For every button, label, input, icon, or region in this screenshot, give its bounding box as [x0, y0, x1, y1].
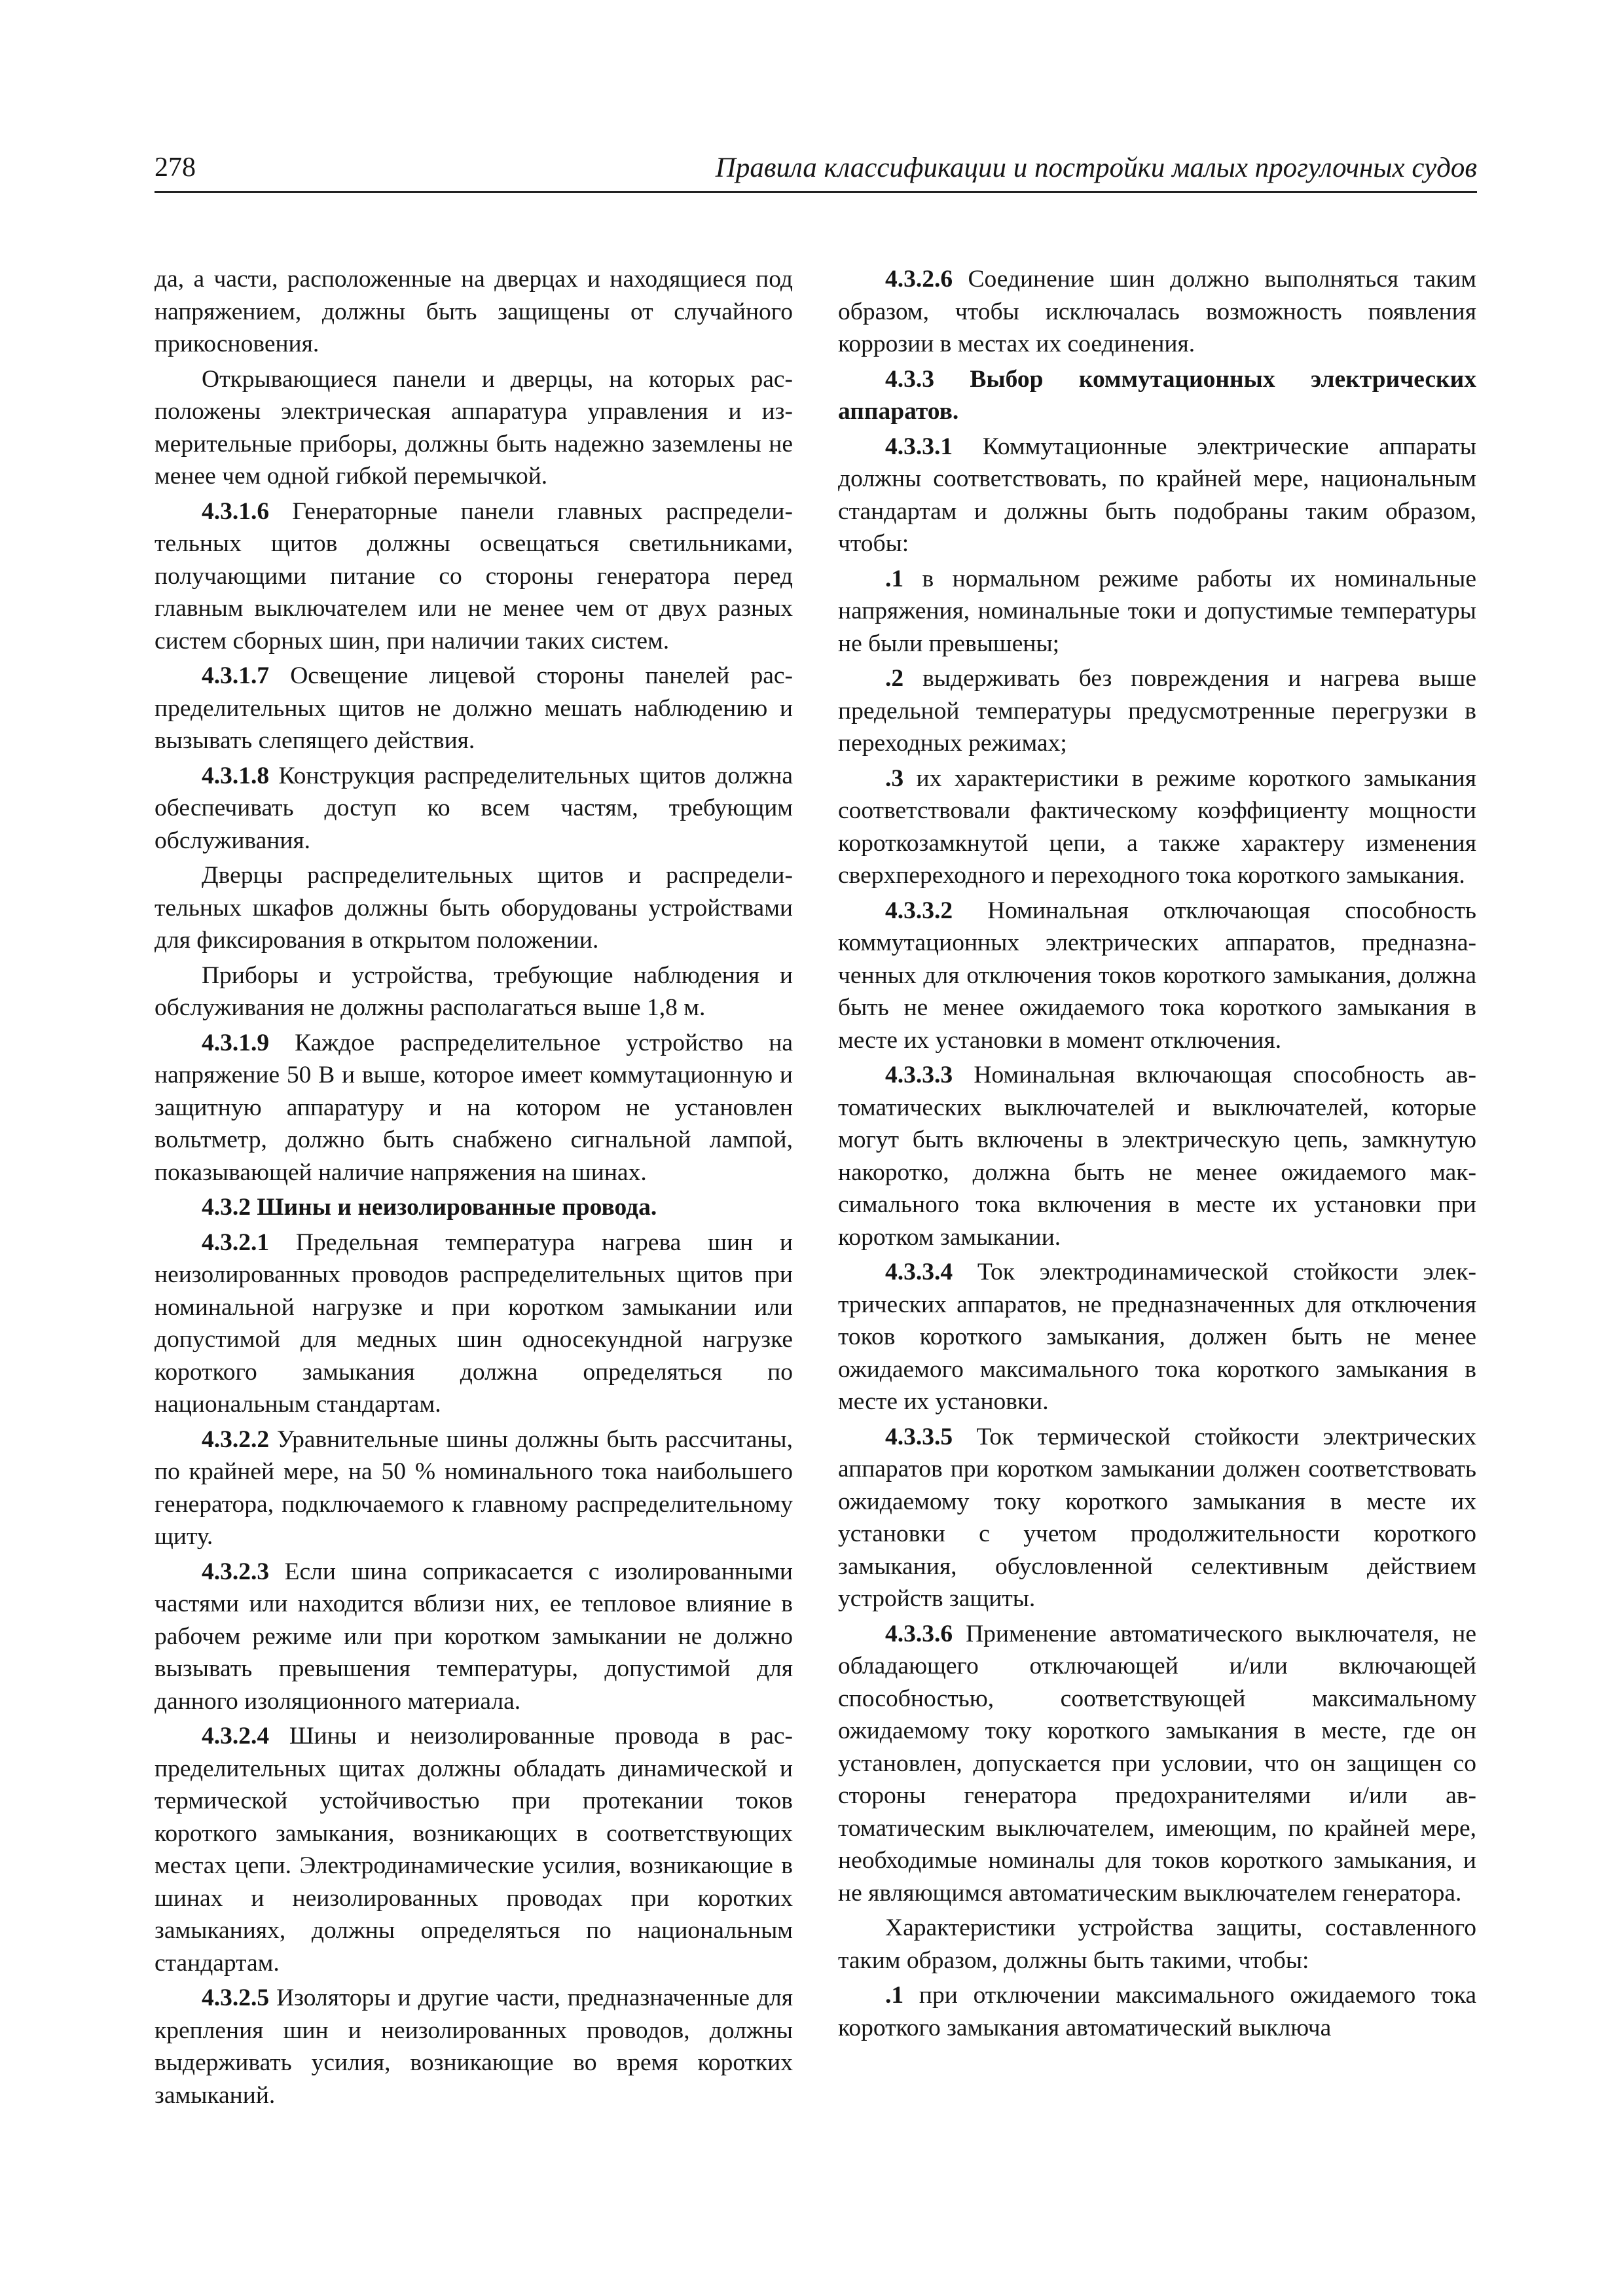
- clause-number: 4.3.3.5: [885, 1423, 953, 1450]
- paragraph-text: Открывающиеся панели и дверцы, на которых расположены электрическая аппаратура управления и измерительные приборы, должны быть надежно заземлены не менее чем одной гибкой перемычкой.: [155, 365, 793, 490]
- paragraph: [838, 1421, 1476, 1615]
- clause-number: 4.3.3.4: [885, 1259, 953, 1285]
- clause-number: 4.3.3.3: [885, 1062, 953, 1088]
- clause-number: .3: [885, 764, 904, 792]
- clause-number: 4.3.1.8: [202, 762, 270, 789]
- paragraph: [838, 1256, 1476, 1418]
- paragraph-text: Освещение лицевой стороны панелей распределительных щитов не должно мешать наблюдению и вызывать слепящего действия.: [155, 662, 793, 754]
- clause-number: 4.3.2.3: [202, 1558, 270, 1585]
- paragraph-text: Ток электродинамической стойкости электрических аппаратов, не предназначенных для отключения токов короткого замыкания, должен быть не менее ожидаемого максимального тока короткого замыкания в месте их установки.: [838, 1259, 1476, 1415]
- clause-number: 4.3.3.6: [885, 1620, 953, 1647]
- left-column: [155, 263, 793, 2114]
- clause-number: .2: [885, 665, 904, 692]
- clause-number: 4.3.2.6: [885, 266, 953, 293]
- paragraph-text: в нормальном режиме работы их номинальные напряжения, номинальные токи и допустимые температуры не были превышены;: [838, 565, 1476, 657]
- clause-number: 4.3.1.6: [202, 497, 270, 525]
- clause-number: 4.3.3.2: [885, 897, 953, 924]
- clause-number: .1: [885, 1982, 904, 2009]
- paragraph: [155, 1720, 793, 1979]
- paragraph-text: выдерживать без повреждения и нагрева выше предельной температуры предусмотренные перегрузки в переходных режимах;: [838, 665, 1476, 757]
- section-heading: [838, 363, 1476, 428]
- paragraph: [838, 1059, 1476, 1253]
- running-title: Правила классификации и постройки малых прогулочных судов: [715, 152, 1477, 183]
- clause-number: 4.3.1.7: [202, 662, 270, 689]
- paragraph-text: Характеристики устройства защиты, составленного таким образом, должны быть такими, чтобы:: [838, 1914, 1476, 1974]
- paragraph-text: Уравнительные шины должны быть рассчитаны, по крайней мере, на 50 % номинального тока наибольшего генератора, подключаемого к главному распределительному щиту.: [155, 1426, 793, 1550]
- clause-number: .1: [885, 565, 904, 592]
- paragraph: [155, 1027, 793, 1189]
- clause-number: 4.3.2.1: [202, 1229, 270, 1256]
- section-heading: [155, 1191, 793, 1224]
- paragraph: [155, 1227, 793, 1421]
- paragraph-text: Шины и неизолированные провода в распределительных щитах должны обладать динамической и термической устойчивостью при протекании токов короткого замыкания, возникающих в соответствующих местах цепи. Электродинамические усилия, возникающие в шинах и неизолированных проводах при коротких замыканиях, должны определяться по национальным стандартам.: [155, 1723, 793, 1977]
- paragraph-text: Изоляторы и другие части, предназначенные для крепления шин и неизолированных проводов, должны выдерживать усилия, возникающие во время коротких замыканий.: [155, 1984, 793, 2109]
- paragraph: [838, 1979, 1476, 2044]
- paragraph-text: Конструкция распределительных щитов должна обеспечивать доступ ко всем частям, требующим обслуживания.: [155, 762, 793, 854]
- paragraph-text: Если шина соприкасается с изолированными частями или находится вблизи них, ее тепловое влияние в рабочем режиме или при коротком замыкании не должно вызывать превышения температуры, допустимой для данного изоляционного материала.: [155, 1558, 793, 1715]
- paragraph-text: Ток термической стойкости электрических аппаратов при коротком замыкании должен соответствовать ожидаемому току короткого замыкания в месте их установки с учетом продолжительности короткого замыкания, обусловленной селективным действием устройств защиты.: [838, 1423, 1476, 1612]
- paragraph-text: при отключении максимального ожидаемого тока короткого замыкания автоматический выключа: [838, 1982, 1476, 2041]
- paragraph: [838, 563, 1476, 660]
- paragraph-text: Коммутационные электрические аппараты должны соответствовать, по крайней мере, национальным стандартам и должны быть подобраны таким образом, чтобы:: [838, 433, 1476, 557]
- paragraph: [155, 1424, 793, 1553]
- paragraph: [838, 1618, 1476, 1910]
- clause-number: 4.3.2.2: [202, 1426, 270, 1453]
- paragraph-text: Номинальная включающая способность автоматических выключателей и выключателей, которые могут быть включены в электрическую цепь, замкнутую накоротко, должна быть не менее ожидаемого максимального тока включения в месте их установки при коротком замыкании.: [838, 1062, 1476, 1251]
- paragraph-text: да, а части, расположенные на дверцах и находящиеся под напряжением, должны быть защищены от случайного прикосновения.: [155, 266, 793, 357]
- paragraph-text: 4.3.2 Шины и неизолированные провода.: [202, 1194, 657, 1221]
- paragraph: [155, 960, 793, 1024]
- paragraph-text: Приборы и устройства, требующие наблюдения и обслуживания не должны располагаться выше 1,8 м.: [155, 961, 793, 1021]
- paragraph-text: 4.3.3 Выбор коммутационных электрических аппаратов.: [838, 365, 1476, 425]
- clause-number: 4.3.2.5: [202, 1984, 270, 2011]
- clause-number: 4.3.3.1: [885, 433, 953, 460]
- paragraph-text: Каждое распределительное устройство на напряжение 50 В и выше, которое имеет коммутационную и защитную аппаратуру и на котором не установлен вольтметр, должно быть снабжено сигнальной лампой, показывающей наличие напряжения на шинах.: [155, 1029, 793, 1186]
- clause-number: 4.3.2.4: [202, 1723, 270, 1749]
- header-rule: [155, 191, 1477, 193]
- paragraph: [155, 363, 793, 493]
- paragraph: [155, 1556, 793, 1718]
- right-column: [838, 263, 1476, 2047]
- paragraph: [155, 1982, 793, 2111]
- paragraph: [155, 660, 793, 757]
- paragraph: [838, 662, 1476, 760]
- paragraph-text: Номинальная отключающая способность коммутационных электрических аппаратов, предназначенных для отключения токов короткого замыкания, должна быть не менее ожидаемого тока короткого замыкания в месте их установки в момент отключения.: [838, 897, 1476, 1054]
- paragraph: [838, 263, 1476, 361]
- paragraph-text: их характеристики в режиме короткого замыкания соответствовали фактическому коэффициенту мощности короткозамкнутой цепи, а также характеру изменения сверхпереходного и переходного тока короткого замыкания.: [838, 764, 1476, 889]
- paragraph: [155, 263, 793, 361]
- page-header: [155, 149, 1477, 188]
- paragraph: [838, 1912, 1476, 1977]
- paragraph: [838, 431, 1476, 560]
- paragraph: [155, 859, 793, 957]
- paragraph-text: Генераторные панели главных распределительных щитов должны освещаться светильниками, получающими питание со стороны генератора перед главным выключателем или не менее чем от двух разных систем сборных шин, при наличии таких систем.: [155, 497, 793, 655]
- paragraph: [838, 895, 1476, 1057]
- paragraph: [155, 760, 793, 857]
- paragraph-text: Дверцы распределительных щитов и распределительных шкафов должны быть оборудованы устройствами для фиксирования в открытом положении.: [155, 862, 793, 954]
- clause-number: 4.3.1.9: [202, 1029, 270, 1056]
- paragraph: [838, 762, 1476, 892]
- paragraph-text: Предельная температура нагрева шин и неизолированных проводов распределительных щитов при номинальной нагрузке и при коротком замыкании или допустимой для медных шин односекундной нагрузке короткого замыкания должна определяться по национальным стандартам.: [155, 1229, 793, 1418]
- page-number: 278: [155, 152, 196, 183]
- paragraph: [155, 495, 793, 658]
- paragraph-text: Соединение шин должно выполняться таким образом, чтобы исключалась возможность появления коррозии в местах их соединения.: [838, 266, 1476, 357]
- paragraph-text: Применение автоматического выключателя, не обладающего отключающей и/или включающей способностью, соответствующей максимальному ожидаемому току короткого замыкания в месте, где он установлен, допускается при условии, что он защищен со стороны генератора предохранителями и/или автоматическим выключателем, имеющим, по крайней мере, необходимые номиналы для токов короткого замыкания, и не являющимся автоматическим выключателем генератора.: [838, 1620, 1476, 1907]
